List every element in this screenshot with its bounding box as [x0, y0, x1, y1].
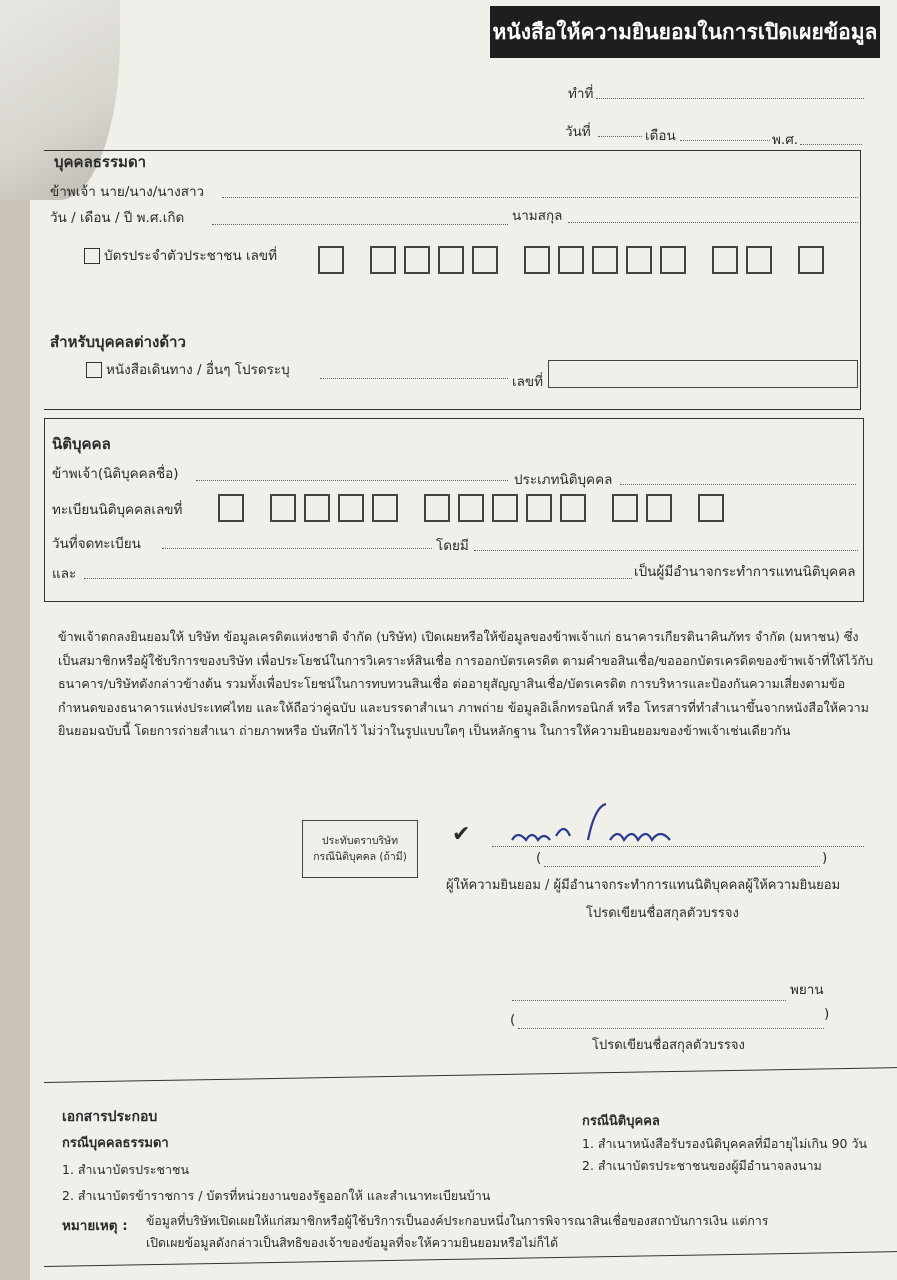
id-card-checkbox[interactable] — [84, 248, 100, 264]
attachments-heading: เอกสารประกอบ — [62, 1109, 158, 1125]
form-title: หนังสือให้ความยินยอมในการเปิดเผยข้อมูล — [490, 6, 880, 58]
juristic-name-field[interactable] — [196, 480, 508, 481]
juristic-and-label: และ — [52, 566, 77, 582]
note-label: หมายเหตุ : — [62, 1218, 128, 1234]
name-field[interactable] — [222, 197, 858, 198]
signature-name-paren-close: ) — [822, 850, 828, 866]
stamp-line2: กรณีนิติบุคคล (ถ้ามี) — [313, 851, 407, 863]
juristic-attach-item-1: 1. สำเนาหนังสือรับรองนิติบุคคลที่มีอายุไม่เกิน 90 วัน — [582, 1136, 868, 1151]
place-field[interactable] — [596, 98, 864, 99]
passport-no-label: เลขที่ — [512, 374, 544, 390]
witness-print-label: โปรดเขียนชื่อสกุลตัวบรรจง — [592, 1038, 745, 1053]
print-name-label: โปรดเขียนชื่อสกุลตัวบรรจง — [586, 906, 739, 921]
juristic-authorized-label: เป็นผู้มีอำนาจกระทำการแทนนิติบุคคล — [634, 564, 856, 580]
surname-field[interactable] — [568, 222, 858, 223]
surname-label: นามสกุล — [512, 208, 563, 224]
date-month-field[interactable] — [680, 140, 770, 141]
passport-specify-field[interactable] — [320, 378, 508, 379]
id-no-label: เลขที่ — [246, 248, 278, 264]
id-number-boxes[interactable] — [318, 246, 832, 274]
signature-name-paren: ( — [536, 850, 542, 866]
passport-number-field[interactable] — [548, 360, 858, 388]
juristic-by-label: โดยมี — [436, 538, 469, 554]
witness-paren-close: ) — [824, 1006, 830, 1022]
person-attach-item-2: 2. สำเนาบัตรข้าราชการ / บัตรที่หน่วยงานของรัฐออกให้ และสำเนาทะเบียนบ้าน — [62, 1188, 491, 1203]
juristic-reg-boxes[interactable] — [218, 494, 732, 522]
juristic-reg-date-field[interactable] — [162, 548, 432, 549]
checkmark-icon: ✔ — [452, 822, 471, 847]
date-year-label: พ.ศ. — [772, 132, 799, 148]
signature-scribble — [500, 800, 700, 850]
passport-label: หนังสือเดินทาง / อื่นๆ โปรดระบุ — [106, 362, 290, 378]
juristic-name-label: ข้าพเจ้า(นิติบุคคลชื่อ) — [52, 466, 179, 482]
witness-printed-name-field[interactable] — [518, 1028, 824, 1029]
place-label: ทำที่ — [568, 86, 594, 102]
consent-paragraph: ข้าพเจ้าตกลงยินยอมให้ บริษัท ข้อมูลเครดิตแห่งชาติ จำกัด (บริษัท) เปิดเผยหรือให้ข้อมูลของข้าพเจ้าแก่ ธนาคารเกียรตินาคินภัทร จำกัด (มหาชน) ซึ่งเป็นสมาชิกหรือผู้ใช้บริการของบริษัท เพื่อประโยชน์ในการวิเคราะห์สินเชื่อ การออกบัตรเครดิต ตามคำขอสินเชื่อ/ขอออกบัตรเครดิตของข้าพเจ้าที่ให้ไว้กับธนาคาร/บริษัทดังกล่าวข้างต้น รวมทั้งเพื่อประโยชน์ในการทบทวนสินเชื่อ ต่ออายุสัญญาสินเชื่อ/บัตรเครดิต การบริหารและป้องกันความเสี่ยงตามข้อกำหนดของธนาคารแห่งประเทศไทย และให้ถือว่าคู่ฉบับ และบรรดาสำเนา ภาพถ่าย ข้อมูลอิเล็กทรอนิกส์ หรือ โทรสารที่ทำสำเนาขึ้นจากหนังสือให้ความยินยอมฉบับนี้ โดยการถ่ายสำเนา ถ่ายภาพหรือ บันทึกไว้ ไม่ว่าในรูปแบบใดๆ เป็นหลักฐาน ในการให้ความยินยอมของข้าพเจ้าเช่นเดียวกัน — [58, 629, 874, 738]
date-year-field[interactable] — [800, 144, 862, 145]
consenter-label: ผู้ให้ความยินยอม / ผู้มีอำนาจกระทำการแทนนิติบุคคลผู้ให้ความยินยอม — [446, 878, 841, 893]
foreigner-heading: สำหรับบุคคลต่างด้าว — [50, 333, 186, 351]
juristic-heading: นิติบุคคล — [52, 435, 111, 453]
stamp-line1: ประทับตราบริษัท — [321, 835, 399, 847]
person-heading: บุคคลธรรมดา — [54, 153, 147, 171]
note-text-2: เปิดเผยข้อมูลดังกล่าวเป็นสิทธิของเจ้าของข้อมูลที่จะให้ความยินยอมหรือไม่ก็ได้ — [146, 1236, 559, 1250]
juristic-by-field[interactable] — [474, 550, 858, 551]
juristic-reg-label: ทะเบียนนิติบุคคลเลขที่ — [52, 502, 183, 518]
date-day-field[interactable] — [598, 136, 642, 137]
passport-row — [86, 358, 290, 380]
id-card-row — [84, 244, 277, 266]
dob-label: วัน / เดือน / ปี พ.ศ.เกิด — [50, 210, 185, 226]
date-month-label: เดือน — [645, 128, 676, 144]
dob-field[interactable] — [212, 224, 508, 225]
company-stamp-box — [302, 820, 418, 878]
juristic-type-field[interactable] — [620, 484, 856, 485]
witness-field[interactable] — [512, 1000, 786, 1001]
name-label: ข้าพเจ้า นาย/นาง/นางสาว — [50, 184, 205, 200]
person-attach-heading: กรณีบุคคลธรรมดา — [62, 1136, 169, 1151]
note-text-1: ข้อมูลที่บริษัทเปิดเผยให้แก่สมาชิกหรือผู้ใช้บริการเป็นองค์ประกอบหนึ่งในการพิจารณาสินเชื่อของสถาบันการเงิน แต่การ — [146, 1214, 769, 1228]
juristic-and-field[interactable] — [84, 578, 632, 579]
witness-label: พยาน — [790, 982, 824, 998]
id-card-label: บัตรประจำตัวประชาชน — [104, 248, 242, 264]
juristic-attach-heading: กรณีนิติบุคคล — [582, 1114, 660, 1129]
person-attach-item-1: 1. สำเนาบัตรประชาชน — [62, 1162, 190, 1177]
passport-checkbox[interactable] — [86, 362, 102, 378]
juristic-reg-date-label: วันที่จดทะเบียน — [52, 536, 141, 552]
juristic-type-label: ประเภทนิติบุคคล — [514, 472, 613, 488]
signature-printed-name-field[interactable] — [544, 866, 820, 867]
date-day-label: วันที่ — [565, 124, 591, 140]
juristic-attach-item-2: 2. สำเนาบัตรประชาชนของผู้มีอำนาจลงนาม — [582, 1158, 822, 1173]
witness-paren-open: ( — [510, 1012, 516, 1028]
